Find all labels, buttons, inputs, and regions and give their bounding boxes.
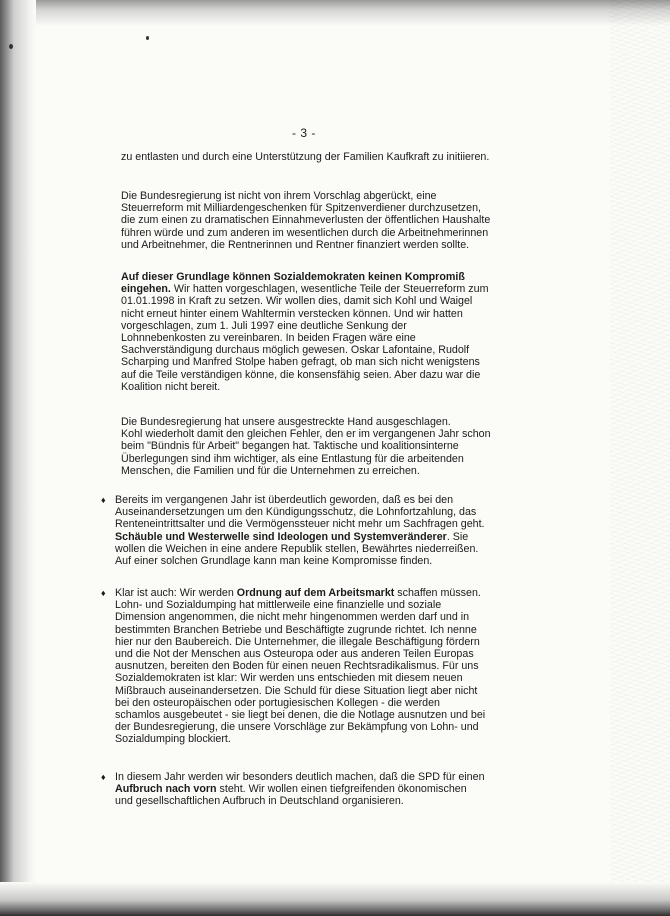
text-run: schamlos ausgebeutet - sie liegt bei denen, die die Notlage ausnutzen und bei (115, 709, 486, 722)
text-line (115, 795, 501, 807)
text-line (115, 611, 501, 623)
text-line (115, 543, 501, 555)
text-run: Auf einer solchen Grundlage kann man keine Kompromisse finden. (115, 555, 433, 568)
text-line (121, 320, 499, 332)
text-run: nicht erneut hinter einem Wahltermin verstecken können. Und wir hatten (121, 307, 463, 320)
text-run: . Sie (446, 530, 469, 543)
text-line (115, 709, 501, 721)
paragraph-4 (121, 416, 499, 477)
text-run: vorgeschlagen, zum 1. Juli 1997 eine deutliche Senkung der (121, 319, 407, 332)
text-line (121, 428, 499, 440)
text-run: Menschen, die Familien und für die Unternehmen zu erreichen. (121, 464, 420, 477)
bullet-marker: ♦ (101, 588, 106, 598)
text-run: steht. Wir wollen einen tiefgreifenden ökonomischen (216, 783, 467, 796)
text-run: Auseinandersetzungen um den Kündigungsschutz, die Lohnfortzahlung, das (115, 506, 477, 519)
text-run: Sozialdumping blockiert. (115, 733, 231, 746)
text-line (115, 685, 501, 697)
text-run: Dimension angenommen, die nicht mehr hingenommen werden darf und in (115, 611, 470, 624)
text-run: 01.01.1998 in Kraft zu setzen. Wir wollen dies, damit sich Kohl und Waigel (121, 295, 473, 308)
text-line (115, 697, 501, 709)
text-line (115, 733, 501, 745)
bold-text-run: Schäuble und Westerwelle sind Ideologen und Systemveränderer (115, 530, 447, 543)
paragraph-2 (121, 190, 499, 251)
text-run: die zum einen zu dramatischen Einnahmeverlusten der öffentlichen Haushalte (121, 214, 491, 227)
text-line (121, 332, 499, 344)
text-run: Scharping und Manfred Stolpe haben gefragt, ob man sich nicht wenigstens (121, 356, 480, 369)
text-run: Koalition nicht bereit. (121, 380, 221, 393)
text-line (121, 190, 499, 202)
text-run: Kohl wiederholt damit den gleichen Fehler, den er im vergangenen Jahr schon (121, 428, 491, 441)
text-line (115, 636, 501, 648)
text-line (121, 151, 499, 163)
paragraph-3 (121, 271, 499, 393)
text-run: und Arbeitnehmer, die Rentnerinnen und Rentner finanziert werden sollte. (121, 238, 470, 251)
text-run: hier nur den Baubereich. Die Unternehmer, die illegale Beschäftigung fördern (115, 635, 480, 648)
text-line (121, 369, 499, 381)
text-line (121, 453, 499, 465)
text-run: Klar ist auch: Wir werden (115, 587, 237, 599)
text-run: zu entlasten und durch eine Unterstützung der Familien Kaufkraft zu initiieren. (121, 151, 490, 163)
scan-left-edge (0, 0, 36, 916)
bold-text-run: Ordnung auf dem Arbeitsmarkt (236, 587, 395, 599)
text-line (115, 771, 501, 783)
text-line (115, 624, 501, 636)
text-line (121, 295, 499, 307)
text-line (115, 531, 501, 543)
paragraph-1 (121, 151, 499, 163)
text-run: bei den osteuropäischen oder portugiesischen Kollegen - die werden (115, 696, 440, 709)
text-line (121, 239, 499, 251)
text-line (121, 308, 499, 320)
scan-top-edge (0, 0, 670, 26)
text-run: Die Bundesregierung ist nicht von ihrem Vorschlag abgerückt, eine (121, 190, 437, 202)
text-run: wollen die Weichen in eine andere Republik stellen, Bewährtes niederreißen. (115, 542, 479, 555)
bullet-marker: ♦ (101, 772, 106, 782)
text-line (115, 783, 501, 795)
page-number: - 3 - (292, 126, 316, 140)
scan-speck (146, 36, 149, 40)
text-line (121, 344, 499, 356)
text-line (121, 202, 499, 214)
text-line (115, 555, 501, 567)
text-line (121, 227, 499, 239)
text-line (115, 506, 501, 518)
text-line (115, 660, 501, 672)
scan-speck (9, 44, 13, 49)
text-run: Renteneintrittsalter und die Vermögenssteuer nicht mehr um Sachfragen geht. (115, 518, 485, 531)
text-line (115, 518, 501, 530)
text-run: der Bundesregierung, die unsere Vorschläge zur Bekämpfung von Lohn- und (115, 721, 479, 734)
text-run: Wir hatten vorgeschlagen, wesentliche Teile der Steuerreform zum (170, 283, 489, 296)
text-line (121, 214, 499, 226)
text-line (115, 721, 501, 733)
text-line (121, 465, 499, 477)
text-line (115, 599, 501, 611)
text-run: führen würde und zum anderen im wesentlichen durch die Arbeitnehmerinnen (121, 226, 489, 239)
text-run: und die Not der Menschen aus Osteuropa oder aus anderen Teilen Europas (115, 648, 474, 661)
text-line (121, 271, 499, 283)
text-line (121, 416, 499, 428)
text-run: In diesem Jahr werden wir besonders deutlich machen, daß die SPD für einen (115, 771, 485, 783)
text-run: Lohnnebenkosten zu vereinbaren. In beiden Fragen wäre eine (121, 332, 416, 345)
text-line (115, 587, 501, 599)
text-line (121, 440, 499, 452)
text-run: bestimmten Branchen Betriebe und Beschäftigte zugrunde richtet. Ich nenne (115, 623, 477, 636)
text-run: Überlegungen sind ihm wichtiger, als eine Entlastung für die arbeitenden (121, 452, 464, 465)
text-run: Lohn- und Sozialdumping hat mittlerweile eine finanzielle und soziale (115, 599, 442, 612)
text-run: Mißbrauch auseinandersetzen. Die Schuld für diese Situation liegt aber nicht (115, 684, 478, 697)
scan-right-grain (610, 0, 670, 916)
text-line (121, 283, 499, 295)
bullet-paragraph-2 (115, 587, 501, 746)
text-run: Die Bundesregierung hat unsere ausgestreckte Hand ausgeschlagen. (121, 416, 451, 428)
text-line (115, 672, 501, 684)
text-line (115, 648, 501, 660)
text-run: ausnutzen, bereiten den Boden für einen neuen Rechtsradikalismus. Für uns (115, 660, 479, 673)
text-run: Bereits im vergangenen Jahr ist überdeutlich geworden, daß es bei den (115, 494, 454, 506)
text-run: schaffen müssen. (394, 587, 481, 599)
bold-text-run: Aufbruch nach vorn (115, 783, 217, 796)
bold-text-run: eingehen. (121, 283, 171, 296)
text-run: Sachverständigung durchaus möglich gewesen. Oskar Lafontaine, Rudolf (121, 344, 470, 357)
text-line (121, 356, 499, 368)
bold-text-run: Auf dieser Grundlage können Sozialdemokraten keinen Kompromiß (121, 271, 465, 283)
text-run: Steuerreform mit Milliardengeschenken für Spitzenverdiener durchzusetzen, (121, 202, 481, 215)
scan-bottom-edge (0, 882, 670, 916)
bullet-paragraph-1 (115, 494, 501, 567)
text-line (121, 381, 499, 393)
text-run: und gesellschaftlichen Aufbruch in Deutschland organisieren. (115, 795, 404, 808)
text-line (115, 494, 501, 506)
text-run: beim "Bündnis für Arbeit" begangen hat. Taktische und koalitionsinterne (121, 440, 459, 453)
text-run: Sozialdemokraten ist klar: Wir werden uns entschieden mit diesem neuen (115, 672, 463, 685)
bullet-marker: ♦ (101, 495, 106, 505)
bullet-paragraph-3 (115, 771, 501, 808)
text-run: auf die Teile verständigen könne, die konsensfähig seien. Aber dazu war die (121, 368, 481, 381)
